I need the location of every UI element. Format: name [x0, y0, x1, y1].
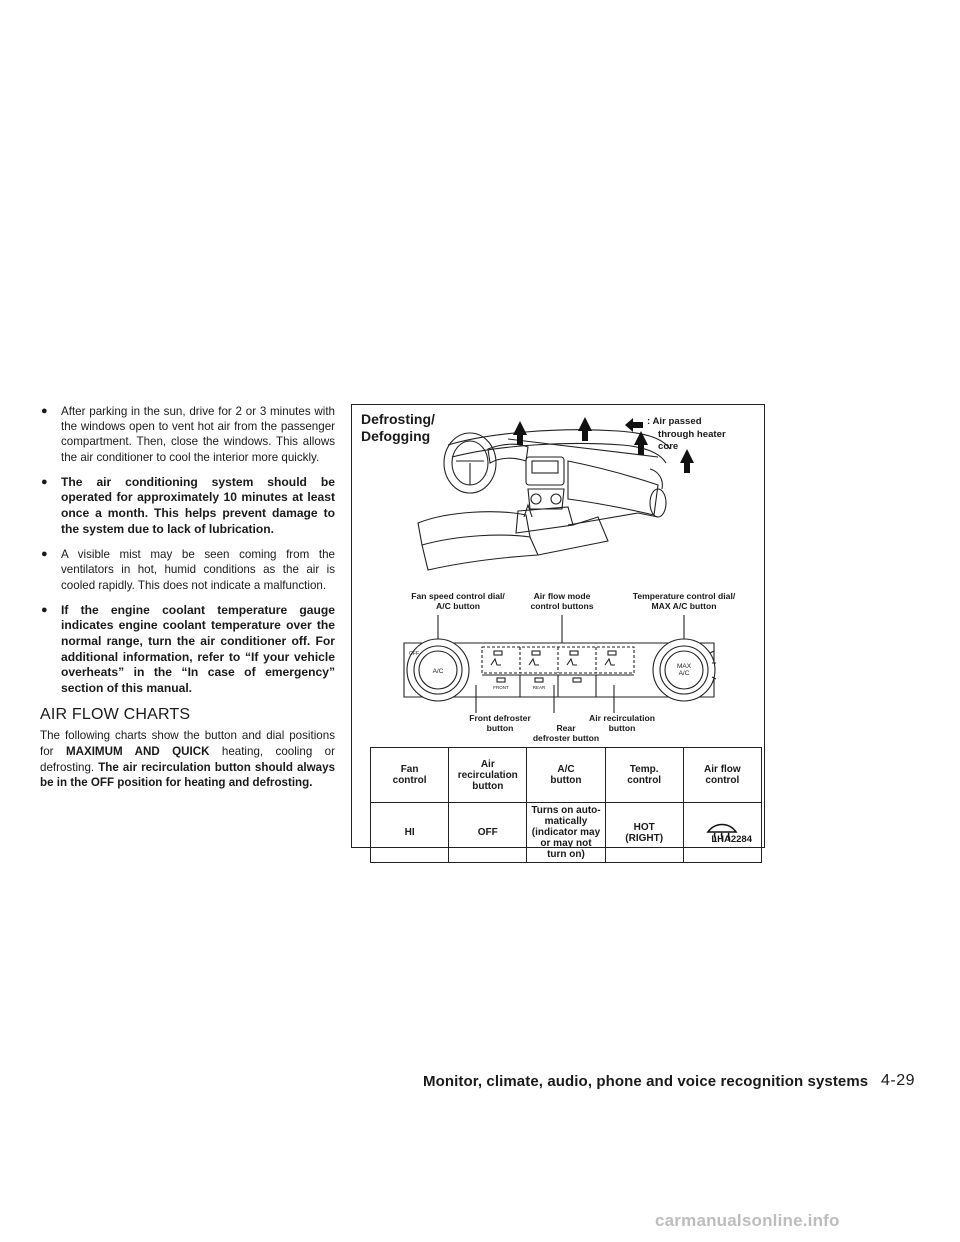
right-dial-label-max: MAX — [676, 663, 692, 670]
legend-line: through heater — [658, 428, 726, 440]
cell-line: Air — [480, 758, 495, 770]
paragraph-text: The following charts show the button and dial positions for — [40, 729, 335, 758]
cell-line: Air flow — [704, 764, 741, 775]
bullet-item — [40, 547, 335, 593]
callout-line: defroster button — [532, 733, 600, 743]
cell-recirculation-value — [449, 803, 527, 863]
bullet-item — [40, 603, 335, 697]
cell-line: OFF — [477, 827, 498, 838]
callout-line: Rear — [556, 723, 576, 733]
left-dial-label: A/C — [432, 668, 444, 675]
cell-line: (RIGHT) — [625, 832, 664, 844]
callout-line: button — [608, 723, 636, 733]
section-paragraph — [40, 728, 335, 790]
figure-code: LHA2284 — [711, 834, 752, 845]
cell-fan-value — [371, 803, 449, 863]
off-label: OFF — [409, 651, 419, 657]
header-air-flow-control — [683, 748, 761, 803]
paragraph-bold-text: The air recirculation button should always be in the OFF position for heating and defrosting. — [40, 760, 336, 790]
page-number: 4-29 — [881, 1072, 916, 1089]
air-flow-chart-table — [370, 747, 762, 863]
legend-line: : Air passed — [647, 416, 702, 427]
watermark: carmanualsonline.info — [655, 1211, 840, 1230]
cell-air-flow-value — [683, 803, 761, 863]
callout-line: Temperature control dial/ — [632, 591, 736, 601]
callout-temperature — [614, 591, 754, 611]
callout-line: Fan speed control dial/ — [411, 591, 505, 601]
cell-line: Fan — [400, 764, 419, 775]
cell-line: (indicator may — [531, 827, 601, 838]
figure-title-line: Defogging — [361, 428, 431, 444]
dashboard-illustration — [408, 405, 718, 585]
paragraph-bold-text: MAXIMUM AND QUICK — [65, 744, 210, 758]
bullet-icon: ● — [41, 475, 48, 488]
bullet-item — [40, 404, 335, 465]
bullet-text: A visible mist may be seen coming from the ventilators in hot, humid conditions as the air is cooled rapidly. This does not indicate a malfunction. — [61, 548, 335, 592]
bullet-text: The air conditioning system should be operated for approximately 10 minutes at least once a month. This helps prevent damage to the system due to lack of lubrication. — [61, 474, 335, 536]
cell-line: button — [472, 780, 504, 792]
right-dial-label-ac: A/C — [678, 670, 690, 677]
bullet-icon: ● — [41, 548, 48, 561]
cell-line: matically — [544, 816, 588, 827]
callout-line: button — [486, 723, 514, 733]
cell-temp-value — [605, 803, 683, 863]
legend-line: core — [658, 441, 679, 452]
callout-line: A/C button — [436, 601, 480, 611]
callout-line: Front defroster — [469, 713, 531, 723]
cell-line: Temp. — [629, 764, 659, 775]
header-fan-control — [371, 748, 449, 803]
cell-line: or may not — [540, 838, 592, 849]
bullet-text: After parking in the sun, drive for 2 or 3 minutes with the windows open to vent hot air from the passenger compartment. Then, close the windows. This allows the air conditioner to cool the interior more quickly. — [61, 405, 335, 464]
callout-air-recirculation — [578, 713, 666, 733]
callout-line: MAX A/C button — [651, 601, 717, 611]
control-panel-illustration — [394, 613, 724, 718]
cell-line: HOT — [633, 821, 655, 833]
rear-label: REAR — [532, 685, 546, 690]
cell-line: HI — [404, 827, 415, 838]
table-header-row — [371, 748, 762, 803]
cell-line: button — [550, 775, 582, 786]
defrosting-figure — [351, 404, 765, 860]
cell-line: Turns on auto- — [531, 805, 601, 816]
header-air-recirculation — [449, 748, 527, 803]
callout-fan-speed — [398, 591, 518, 611]
paragraph-text: heating, cooling or defrosting. — [40, 744, 335, 774]
left-column — [40, 404, 335, 791]
bullet-icon: ● — [41, 405, 48, 417]
footer-section-title: Monitor, climate, audio, phone and voice recognition systems — [423, 1073, 869, 1090]
section-title: AIR FLOW CHARTS — [40, 706, 191, 724]
table-row — [371, 803, 762, 863]
bullet-text: If the engine coolant temperature gauge indicates engine coolant temperature over the normal range, turn the air conditioner off. For additional information, refer to “If your vehicle overheats” in the “In case of emergency” section of this manual. — [61, 602, 335, 695]
front-label: FRONT — [493, 685, 509, 690]
cell-line: turn on) — [547, 849, 585, 860]
bullet-icon: ● — [41, 603, 48, 616]
cell-line: control — [627, 775, 662, 786]
cell-ac-value — [527, 803, 605, 863]
cell-line: control — [705, 775, 740, 786]
callout-line: control buttons — [530, 601, 594, 611]
bullet-item — [40, 475, 335, 537]
cell-line: A/C — [557, 764, 575, 775]
cell-line: recirculation — [457, 769, 518, 781]
cell-line: control — [392, 775, 427, 786]
header-ac-button — [527, 748, 605, 803]
figure-title-line: Defrosting/ — [361, 411, 435, 427]
callout-line: Air flow mode — [533, 591, 591, 601]
header-temp-control — [605, 748, 683, 803]
callout-line: Air recirculation — [589, 713, 655, 723]
callout-air-flow-mode — [512, 591, 612, 611]
